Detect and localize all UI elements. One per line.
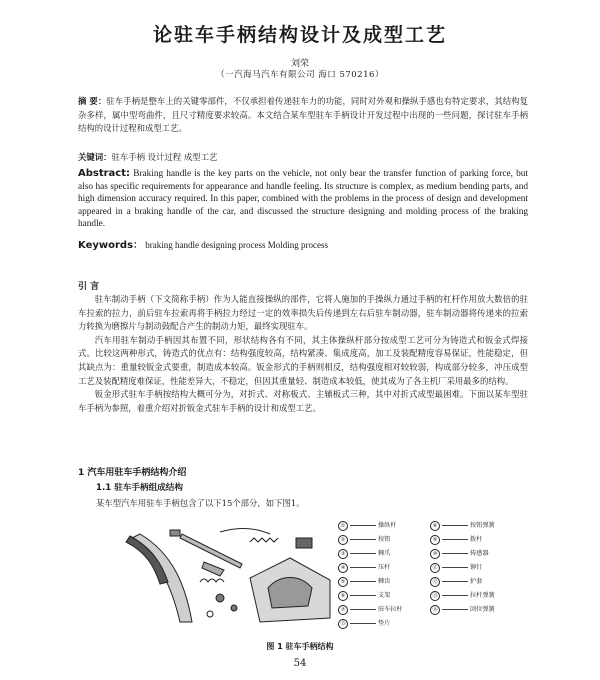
keywords-en-label: Keywords：: [78, 240, 144, 251]
abstract-en-label: Abstract:: [78, 168, 131, 179]
legend-item: ⑮ 垫片: [338, 618, 390, 629]
keywords-en-text: braking handle designing process Molding process: [145, 240, 328, 250]
sensor-drawing: [296, 538, 312, 548]
return-spring-drawing: [200, 579, 224, 582]
keywords-cn: [78, 151, 528, 163]
legend-item: ⑧ 按钮弹簧: [430, 520, 495, 531]
legend-item: ⑦ 驻车拉杆: [338, 604, 403, 615]
legend-item: ⑪ 铆钉: [430, 562, 482, 573]
legend-item: ③ 棘爪: [338, 548, 390, 559]
paragraph-1: 驻车制动手柄（下文简称手柄）作为人能直接操纵的部件，它将人施加的手操纵力通过手柄的杠杆作用放大数倍的驻车拉索的拉力，前后驻车拉索再将手柄拉力经过一定的效率损失后传递到左右后驻车制动器，驻车制动器将传递来的拉索力转换为磨擦片与制动鼓配合产生的制动力矩，最终实现驻车。: [78, 294, 528, 332]
legend-item: ④ 压杆: [338, 562, 390, 573]
ratchet-drawing: [268, 578, 312, 609]
legend-item: ⑫ 护套: [430, 576, 482, 587]
rivet-2-drawing: [231, 605, 237, 611]
figure-caption: 图 1 驻车手柄结构: [266, 642, 334, 651]
push-rod-drawing: [180, 534, 242, 568]
figure-1: [100, 518, 520, 628]
keywords-en: [78, 236, 528, 251]
intro-heading: 引 言: [78, 282, 100, 292]
keywords-cn-label: 关键词：: [78, 152, 112, 162]
pawl-drawing: [202, 562, 224, 576]
spring-drawing: [250, 538, 278, 542]
legend-item: ⑭ 回位弹簧: [430, 604, 495, 615]
keywords-cn-text: 驻车手柄 设计过程 成型工艺: [111, 152, 218, 162]
section-1-1-heading: 1.1 驻车手柄组成结构: [96, 483, 183, 493]
intro-body: [78, 293, 528, 415]
exploded-view-drawing: [100, 518, 340, 628]
legend-item: ⑤ 棘齿: [338, 576, 390, 587]
affiliation: （一汽海马汽车有限公司 海口 570216）: [216, 70, 384, 80]
legend-item: ⑨ 拨杆: [430, 534, 482, 545]
legend-item: ⑬ 拉杆弹簧: [430, 590, 495, 601]
page-number: 54: [293, 658, 307, 669]
button-drawing: [170, 530, 180, 536]
rivet-1-drawing: [216, 594, 224, 602]
cable-drawing: [220, 528, 270, 534]
section-1-heading: 1 汽车用驻车手柄结构介绍: [78, 468, 187, 478]
paragraph-3: 钣金形式驻车手柄按结构大概可分为，对折式、对称板式、主辅板式三种，其中对折式成型最困难。下面以某车型驻车手柄为参照，着重介绍对折钣金式驻车手柄的设计和成型工艺。: [78, 389, 528, 413]
washer-drawing: [207, 611, 213, 617]
paper-title: 论驻车手柄结构设计及成型工艺: [152, 24, 447, 46]
figure-legend: [338, 518, 528, 628]
author: 刘荣: [290, 59, 309, 69]
legend-item: ② 按钮: [338, 534, 390, 545]
paragraph-2: 汽车用驻车制动手柄因其布置不同，形状结构各有不同，其主体操纵杆部分按成型工艺可分为铸造式和钣金式焊接式。比较这两种形式，铸造式的优点有：结构强度较高，结构紧凑、集成度高，加工及装配精度容易保证，性能稳定，但其缺点为：重量较钣金式要重，制造成本较高。钣金形式的手柄则相反，结构强度相对较较弱，构成部分较多，冲压成型工艺及装配精度难保证，性能差异大，不稳定，但因其重量轻、制造成本较低，使其成为了各主机厂采用最多的结构。: [78, 334, 528, 386]
abstract-en: [78, 168, 528, 231]
abstract-cn-text: 驻车手柄是整车上的关键零部件，不仅承担着传递驻车力的功能，同时对外观和操纵手感也有特定要求，其结构复杂多样，属中型弯曲件，且尺寸精度要求较高。本文结合某车型驻车手柄设计开发过程中出现的一些问题，探讨驻车手柄结构的设计过程和成型工艺。: [78, 96, 529, 133]
legend-item: ① 操纵杆: [338, 520, 397, 531]
legend-item: ⑥ 支架: [338, 590, 390, 601]
section-1-1-text: 某车型汽车用驻车手柄包含了以下15个部分，如下图1。: [96, 498, 305, 508]
abstract-cn-label: 摘 要：: [78, 96, 107, 106]
legend-item: ⑩ 传感器: [430, 548, 489, 559]
abstract-cn: [78, 95, 528, 136]
abstract-en-text: Braking handle is the key parts on the vehicle, not only bear the transfer function of parking force, but also has specific requirements for appearance and handle feeling. Its structure is complex, as medium bending parts, and high dimension accuracy required. In this paper, combined with the problems in the process of design and development appeared in a braking handle of the car, and discussed the structure designing and molding process of the braking handle.: [78, 169, 528, 230]
